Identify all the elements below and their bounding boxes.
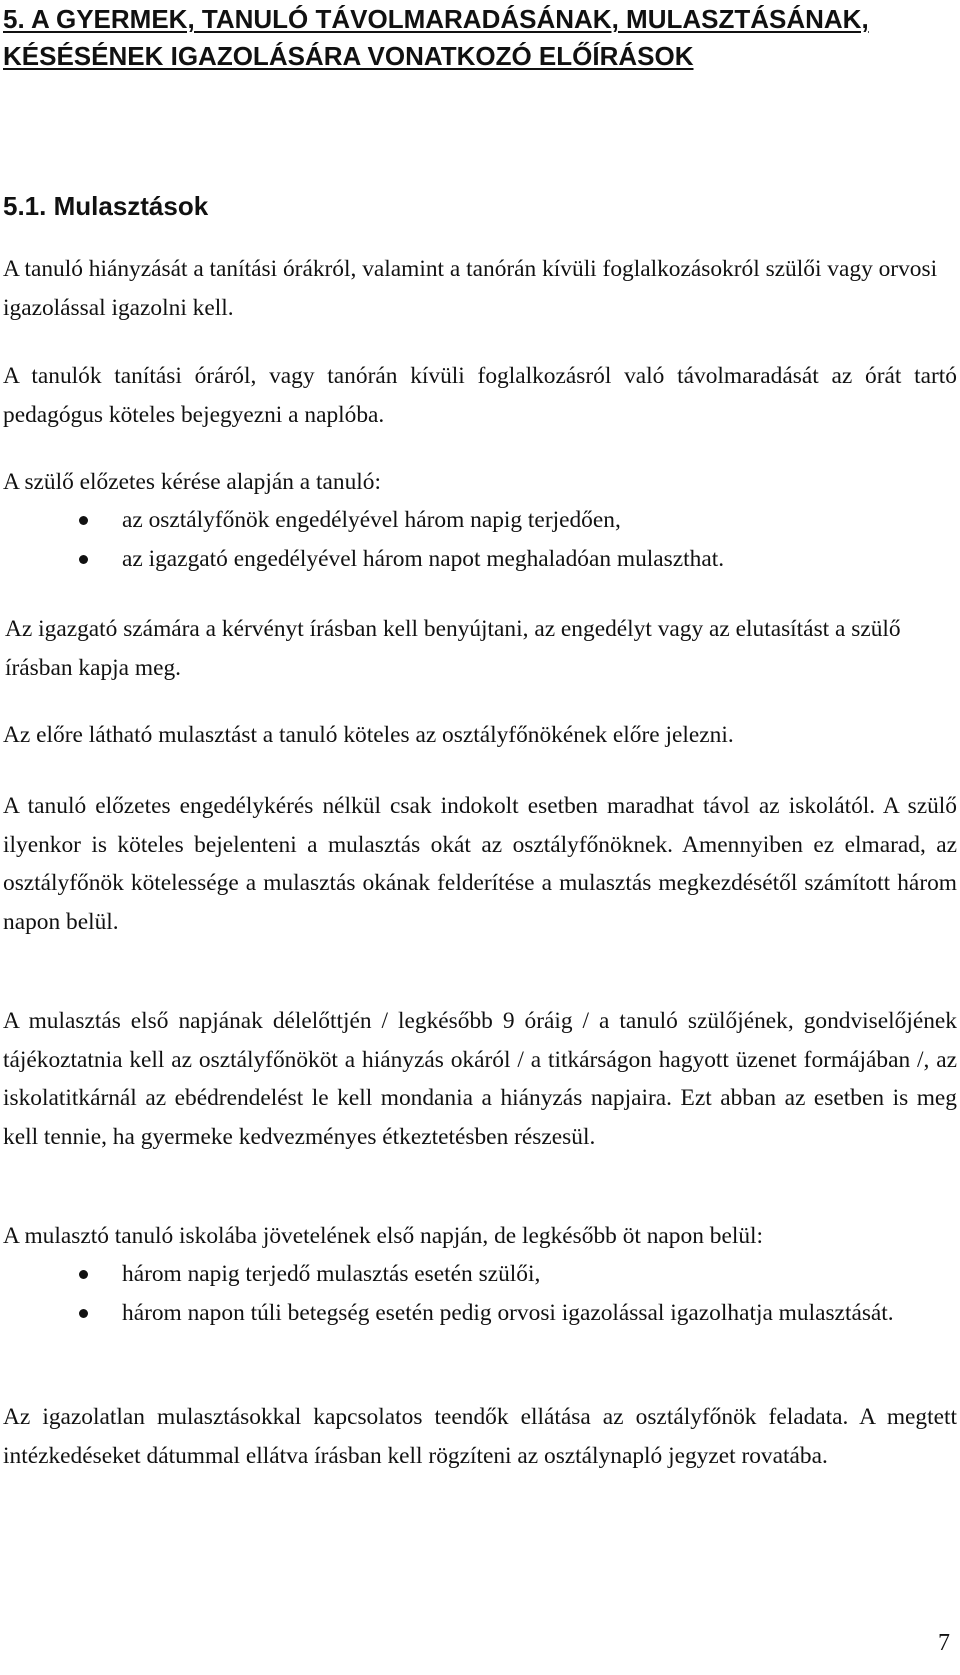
paragraph-principal-request: Az igazgató számára a kérvényt írásban kell benyújtani, az engedélyt vagy az elutasítást a szülő írásban kapja meg. [5,616,901,681]
list-item: az osztályfőnök engedélyével három napig terjedően, [0,501,957,540]
chapter-heading: 5. A GYERMEK, TANULÓ TÁVOLMARADÁSÁNAK, MULASZTÁSÁNAK, KÉSÉSÉNEK IGAZOLÁSÁRA VONATKOZÓ ELŐÍRÁSOK [3,4,869,71]
paragraph-teacher-register: A tanulók tanítási óráról, vagy tanórán kívüli foglalkozásról való távolmaradását az órát tartó pedagógus köteles bejegyezni a naplóba. [3,363,957,428]
paragraph-absence-without-permission: A tanuló előzetes engedélykérés nélkül csak indokolt esetben maradhat távol az iskolától. A szülő ilyenkor is köteles bejelenteni a mulasztás okát az osztályfőnöknek. Amennyiben ez elmarad, az osztályfőnök kötelessége a mulasztás okának felderítése a mulasztás megkezdésétől számított három napon belül. [3,793,957,935]
bullet-list-return-certificate [0,1255,957,1332]
section-heading: 5.1. Mulasztások [3,191,209,221]
paragraph-parent-request: A szülő előzetes kérése alapján a tanuló: [3,469,381,495]
page-number: 7 [938,1630,950,1656]
list-item: három napig terjedő mulasztás esetén szülői, [0,1255,957,1294]
list-item: az igazgató engedélyével három napot meghaladóan mulaszthat. [0,540,957,579]
bullet-list-parent-request [0,501,957,578]
paragraph-unexcused-absence: Az igazolatlan mulasztásokkal kapcsolatos teendők ellátása az osztályfőnök feladata. A megtett intézkedéseket dátummal ellátva írásban kell rögzíteni az osztálynapló jegyzet rovatába. [3,1404,957,1469]
paragraph-return-certificate: A mulasztó tanuló iskolába jövetelének első napján, de legkésőbb öt napon belül: [3,1223,764,1249]
paragraph-first-day-notice: A mulasztás első napjának délelőttjén / legkésőbb 9 óráig / a tanuló szülőjének, gondviselőjének tájékoztatnia kell az osztályfőnököt a hiányzás okáról / a titkárságon hagyott üzenet formájában /, az iskolatitkárnál az ebédrendelést le kell mondania a hiányzás napjaira. Ezt abban az esetben is meg kell tennie, ha gyermeke kedvezményes étkeztetésben részesül. [3,1008,957,1150]
paragraph-advance-notice: Az előre látható mulasztást a tanuló köteles az osztályfőnökének előre jelezni. [3,722,734,748]
paragraph-absence-justification: A tanuló hiányzását a tanítási órákról, valamint a tanórán kívüli foglalkozásokról szülői vagy orvosi igazolással igazolni kell. [3,256,938,321]
list-item: három napon túli betegség esetén pedig orvosi igazolással igazolhatja mulasztását. [0,1294,957,1333]
